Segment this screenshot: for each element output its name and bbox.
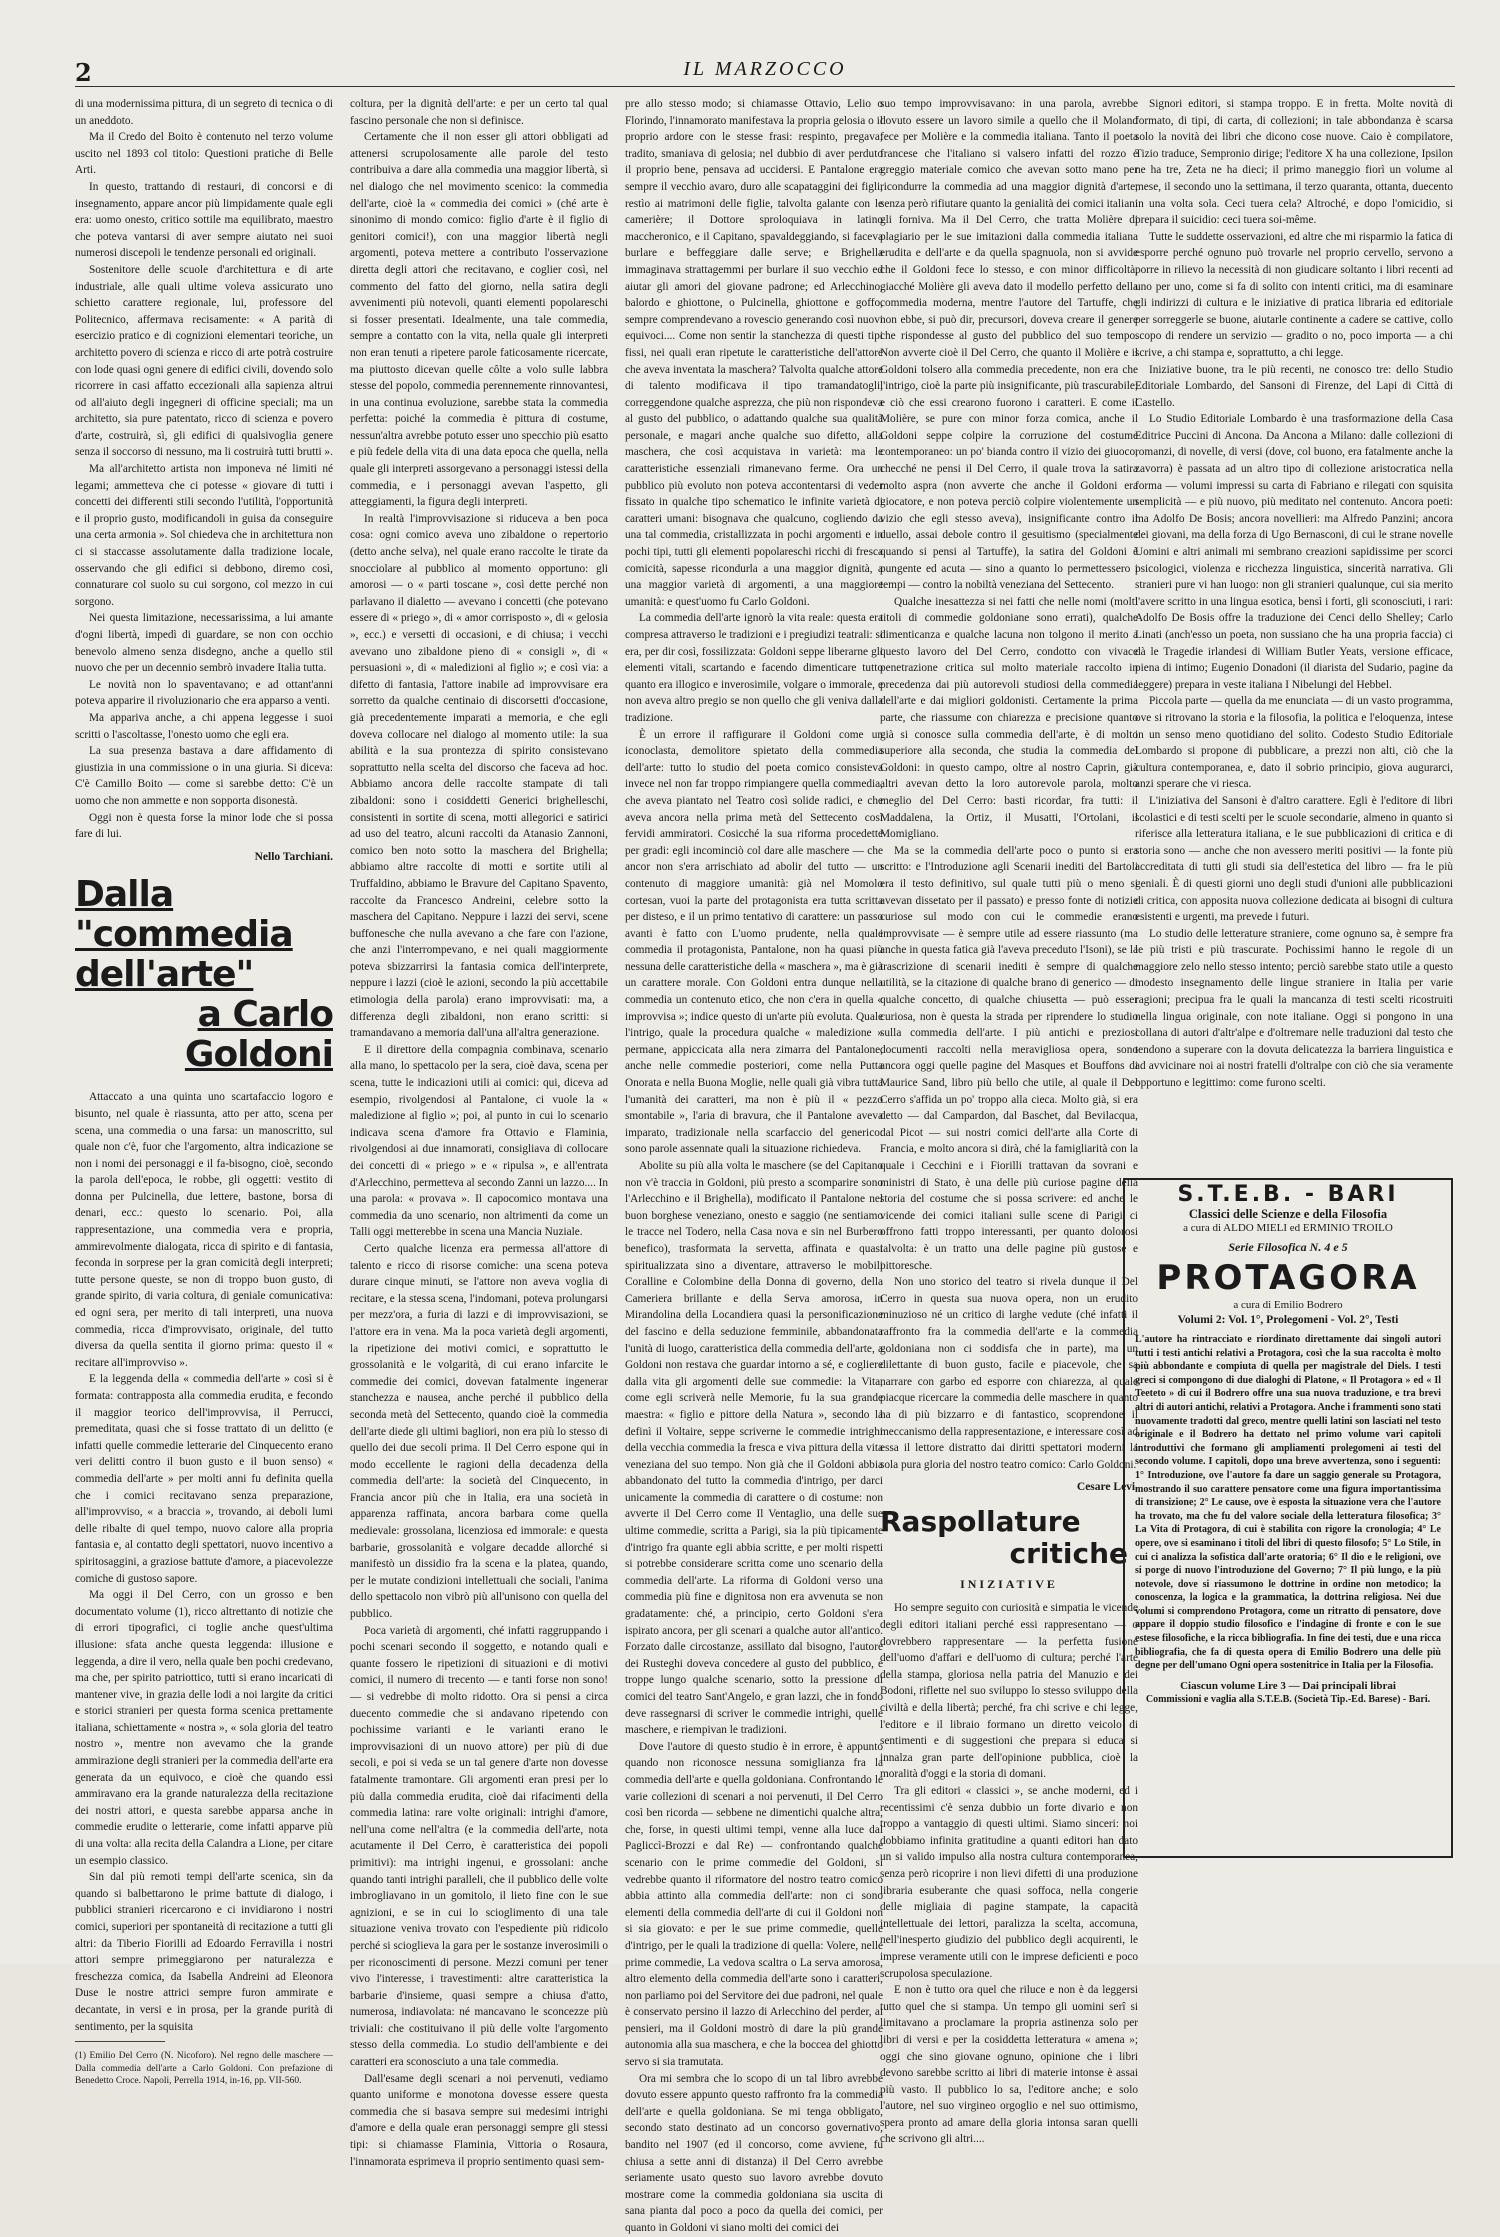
paragraph: E il direttore della compagnia combinava, scenario alla mano, lo spettacolo per la sera, cioè dava, scena per scena, tutte le indicazioni utili ai comici: qui, diceva ad esempio, rivolgendosi al Pantalone, ci vuole la « maledizione al figlio »; poi, al punto in cui lo scenario indicava scena d'amore fra Ottavio e Flaminia, rivolgendosi ai due innamorati, consigliava di collocare dei concetti di « priego » e « ripulsa », e all'entrata d'Arlecchino, permetteva al secondo Zanni un lazzo.... In una parola: « provava ». Il capocomico montava una commedia da uno scenario, non altrimenti da come un Talli oggi metterebbe in scena una Mancia Nuziale. xyxy=(350,1043,608,1239)
headline-line-2: a Carlo Goldoni xyxy=(184,994,333,1076)
ras-head-line-2: critiche xyxy=(1009,1536,1128,1570)
footnote: (1) Emilio Del Cerro (N. Nicoforo). Nel regno delle maschere — Dalla commedia dell'arte a Carlo Goldoni. Con prefazione di Benedetto Croce. Napoli, Perrella 1914, in-16, pp. VII-560. xyxy=(75,2051,333,2087)
author-signature: Cesare Levi. xyxy=(1076,1481,1138,1494)
paragraph: Dall'esame degli scenari a noi pervenuti, vediamo quanto uniforme e monotona dovesse essere questa commedia che si basava sempre sui medesimi intrighi d'amore e della quale eran personaggi sempre gli stessi tipi: si chiamasse Flaminia, Vittoria o Rosaura, l'innamorata esprimeva il proprio sentimento quasi sem- xyxy=(350,2072,608,2168)
paragraph: Ho sempre seguito con curiosità e simpatia le vicende degli editori italiani perché essi rappresentano — o dovrebbero rappresentare — la perfetta fusione dell'uomo d'affari e dell'uomo di cultura; perché l'arte della stampa, gloriosa nella patria del Manuzio e dei Bodoni, riflette nel suo sviluppo lo stesso sviluppo della civiltà e della libertà; perché, fra chi scrive e chi legge, l'editore e il libraio formano un diretto veicolo di sentimenti e di suggestioni che prepara si educa si innalza gran parte dell'opinione pubblica, cioè la moralità d'oggi e la storia di domani. xyxy=(880,1602,1138,1781)
page-number: 2 xyxy=(75,58,92,87)
paragraph: Poca varietà di argomenti, ché infatti raggruppando i pochi scenari secondo il soggetto, e notando quali e quante fossero le ripetizioni di situazioni e di motivi comici, il numero di trecento — e tanti forse non sono! — si vedrebbe di molto ridotto. Ora si pensi a circa duecento commedie che si andavano ripetendo con pochissime varianti e le varianti erano le improvvisazioni di un nuovo attore) per più di due secoli, e poi si veda se un tal genere d'arte non dovesse fatalmente tramontare. Gli argomenti eran presi per lo più dalla commedia erudita, cioè dai rifacimenti della commedia latina: rare volte originali: intrighi d'amore, nell'una come nell'altra (e la commedia dell'arte, nota acutamente il Del Cerro, è caratteristica dei popoli primitivi): ma intrighi ingenui, e grossolani: anche quando tanti intrighi paralleli, che il pubblico delle volte imbrogliavano in un gomitolo, il lieto fine con le sue agnizioni, e se in cui lo scioglimento di una tale situazione veniva trovato con l'espediente più ridicolo perché si scioglieva la gara per le sostanze inverosimili o per riconoscimenti di persone. Mezzi comuni per tener vivo l'interesse, i travestimenti: altre caratteristica la barbarie d'insieme, quasi sempre a chiusa d'atto, numerosa, indiavolata: né mancavano le sconcezze più triviali: che costituivano il più delle volte l'argomento stesso della commedia. Lo studio dell'ambiente e dei caratteri era sconosciuto a una tale commedia. xyxy=(350,1624,608,2069)
paragraph: La sua presenza bastava a dare affidamento di giustizia in una commissione o in una giuria. Si diceva: C'è Camillo Boito — come si sarebbe detto: C'è un uomo che non ammette e non sopporta disonestà. xyxy=(75,745,333,807)
paragraph: Abolite su più alla volta le maschere (se del Capitano non v'è traccia in Goldoni, più presto a scomparire sono l'Arlecchino e il Brighella), modificato il Pantalone nel buon borghese veneziano, onesto e saggio (ne sentiamo le tracce nel Todero, nella Casa nova e sin nel Burbero benefico), trasformata la servetta, affinata e quasi spiritualizzata sino a diventare, attraverso le mobili Coralline e Colombine della Donna di governo, della Cameriera brillante e della Serva amorosa, in Mirandolina della Locandiera quasi la personificazione del fascino e della seduzione femminile, abbandonata l'unità di luogo, caratteristica della commedia dell'arte, a Goldoni non restava che guardar intorno a sé, e cogliere dalla vita gli argomenti delle sue commedie: la Vita, come egli scriverà nelle Memorie, fu la sua grande maestra: « figlio e pittore della Natura », secondo la definì il Voltaire, seppe scriverne le commedie intrighi della vecchia commedia la fresca e viva pittura della vita veneziana del suo tempo. Non già che il Goldoni abbia abbandonato del tutto la commedia d'intrigo, per darci unicamente la commedia di carattere o di costume: non avverte il Del Cerro come Il Ventaglio, una delle sue ultime commedie, scritta a Parigi, sia la più tipicamente d'intrigo fra quante egli abbia scritte, e per molti rispetti si potrebbe considerare scritta come uno scenario della commedia dell'arte. La riforma di Goldoni verso una commedia più fine e dignitosa non era avvenuta se non gradatamente: ché, a principio, certo Goldoni s'era ispirato ancora, per gli scenari a qualche autor all'antico. Forzato dalle circostanze, assillato dal bisogno, l'autore dei Rusteghi doveva concedere al gusto del pubblico, e troppe lungo qualche scenario, sotto la pressione di comici del teatro Sant'Angelo, e gran lazzi, che in fondo deve rassegnarsi di scriver le commedie intrighi, quelle maschere, e riempivan le tradizioni. xyxy=(625,1160,883,1737)
ad-volumes: Volumi 2: Vol. 1°, Prolegomeni - Vol. 2°, Testi xyxy=(1177,1313,1399,1326)
paragraph: Attaccato a una quinta uno scartafaccio logoro e bisunto, nel quale è riassunta, atto per atto, scena per scena, una commedia o una farsa: un manoscritto, sul quale non c'è, fuor che l'argomento, altra indicazione se non i nomi dei personaggi e il fa-bisogno, cioè, secondo la parola dell'epoca, le robbe, gli oggetti: vestito di donna per Pulcinella, due lettere, bastone, borsa di denari, ecc.: questo lo scenario. Poi, alla rappresentazione, una commedia vera e propria, ammirevolmente dialogata, ricca di spirito e di fantasia, feconda in sorprese per la gran comicità degli interpreti; tutte persone queste, se non di troppo buon gusto, di grande spirito, di varia coltura, di geniale comunicativa: ed ogni sera, per merito di tali interpreti, una nuova commedia, ricca d'improvvisato, originale, del tutto diversa da quella sentita il giorno prima: questo il « recitare all'improvviso ». xyxy=(75,1091,333,1369)
paragraph: Certamente che il non esser gli attori obbligati ad attenersi scrupolosamente alle parole del testo contribuiva a dare alla commedia una maggior libertà, sì nel dialogo che nel movimento scenico: la commedia dell'arte, cioè la « commedia dei comici » (ché arte è sinonimo di mondo comico: figlio d'arte è il figlio di genitori comici!), con una maggior libertà negli argomenti, poteva mettere a contributo l'osservazione diretta degli attori che recitavano, e coglier così, nel commento del fatto del giorno, nella satira degli avvenimenti più notevoli, quanti elementi popolareschi si fosser presentati. Idealmente, una tale commedia, sempre a contatto con la vita, nella quale gli interpreti non eran tenuti a ripetere parole faticosamente ricercate, ma piuttosto dicevan quelle côlte a volo sulle labbra stesse del popolo, commedia perennemente rinnovantesi, in una continua evoluzione, sarebbe stata la commedia perfetta: poiché la commedia è pittura di costume, nessun'altra avrebbe potuto esser uno specchio più esatto e più fedele della vita di una data epoca che quella, nella quale gli interpreti assorgevano a personaggi istessi della commedia, e i personaggi avevan l'aspetto, gli atteggiamenti, la figura degli interpreti. xyxy=(350,131,608,509)
paragraph: Signori editori, si stampa troppo. E in fretta. Molte novità di formato, di tipi, di carta, di collezioni; in tale abbondanza è scarsa solo la novità dei libri che dicono cose nuove. Caio è compilatore, Tizio traduce, Sempronio dirige; l'editore X ha una collezione, Ipsilon ne ha tre, Zeta ne ha dieci; il primo maneggio fiorì un volume al mese, il secondo uno la settimana, il terzo quaranta, ottanta, duecento in una volta sola. Ceci tuera cela? Altroché, e dopo l'omicidio, si prepara il suicidio: ceci tuera soi-même. xyxy=(1135,98,1453,227)
ad-book-editor: a cura di Emilio Bodrero xyxy=(1233,1299,1343,1311)
paragraph: Sostenitore delle scuole d'architettura e di arte industriale, alle quali ultime voleva assicurato uno schietto carattere regionale, lui, professore del Politecnico, affermava recisamente: « A parità di esercizio pratico e di cognizioni elementari teoriche, un architetto povero di scienza e ricco di arte potrà costruire con lode quasi ogni genere di edifici civili, dovendo solo ricorrere in casi affatto eccezionali alla sapienza altrui od all'aiuto degli ingegneri di officine speciali; ma un architetto, sia pure patentato, ricco di scienza e povero d'arte, costruirà, sì, gli edifici di qualsivoglia genere senza il soccorso di nessuno, ma li costruirà tutti brutti ». xyxy=(75,263,333,459)
paragraph: coltura, per la dignità dell'arte: e per un certo tal qual fascino personale che non si definisce. xyxy=(350,98,608,127)
boito-article-text xyxy=(75,96,333,843)
commedia-article-end xyxy=(880,96,1138,1473)
ad-collection: Classici delle Scienze e della Filosofia xyxy=(1188,1206,1388,1221)
paragraph: Sin dal più remoti tempi dell'arte scenica, sin da quando si balbettarono le prime battute di dialogo, i pubblici stranieri ricercarono e ci invidiarono i nostri comici, superiori per spontaneità di recitazione a tutti gli altri: da Tiberio Fiorilli ad Edoardo Ferravilla i nostri attori sempre primeggiarono per naturalezza e freschezza comica, da Isabella Andreini ad Eleonora Duse le nostre attrici sempre furon ammirate e decantate, in versi e in prosa, per la grande purità di sentimento, per la squisita xyxy=(75,1871,333,2033)
paragraph: In questo, trattando di restauri, di concorsi e di insegnamento, appare ancor più limpidamente quale egli era: uomo onesto, critico sottile ma equilibrato, maestro che poteva vantarsi di aver sempre aiutato nei suoi numerosi discepoli le tendenze personali ed originali. xyxy=(75,180,333,260)
raspollature-continued xyxy=(1135,96,1453,1092)
paragraph: Qualche inesattezza si nei fatti che nelle nomi (molti titoli di commedie goldoniane sono errati), qualche dimenticanza e qualche lacuna non tolgono il merito a questo lavoro del Del Cerro, condotto con vivace penetrazione critica sul molto materiale raccolto in precedenza dai più autorevoli studiosi della commedia dell'arte e dai migliori goldonisti. Certamente la prima parte, che riassume con chiarezza e precisione quanto già si conosce sulla commedia dell'arte, è di molto superiore alla seconda, che studia la commedia del Goldoni: in questo campo, oltre al nostro Caprin, già altri avevan detto la loro autorevole parola, molto meglio del Del Cerro: basti ricordar, fra tutti: il Maddalena, la Ortiz, il Musatti, l'Ortolani, il Momigliano. xyxy=(880,595,1138,841)
iniziative-subhead: INIZIATIVE xyxy=(960,1576,1058,1591)
ad-series: Serie Filosofica N. 4 e 5 xyxy=(1228,1239,1348,1254)
steb-advertisement xyxy=(1123,1178,1453,1858)
ad-editors: a cura di ALDO MIELI ed ERMINIO TROILO xyxy=(1183,1222,1393,1234)
paragraph: E non è tutto ora quel che riluce e non è da leggersi tutto quel che si stampa. Un tempo gli uomini serî si limitavano a proclamare la propria astinenza solo per libri di versi e per la cosiddetta letteratura « amena »; oggi che sino giovane ognuno, opinione che i libri devono sarebbe scritto ai libri di materie intonse è assai più vasto. Il pubblico lo sa, l'editore anche; e solo l'autore, nel suo virgineo orgoglio e nel suo ottimismo, spera pronto ad amare della gloria intonsa saran quelli che scrivono gli altri.... xyxy=(880,1984,1138,2146)
column-3 xyxy=(625,96,883,2234)
paragraph: Ma all'architetto artista non imponeva né limiti né legami; ammetteva che ci potesse « giovare di tutti i concetti dei differenti stili secondo l'utilità, l'opportunità e il proprio gusto, modificandoli in guisa da conseguire una certa armonia ». Sol chiedeva che in architettura non ci si staccasse assolutamente dalla tradizione locale, osservando che gli edifici si debbono, diremo così, connaturare col suolo su cui sorgono, col mezzo in cui sorgono. xyxy=(75,463,333,608)
headline-line-1: Dalla "commedia dell'arte" xyxy=(75,874,293,996)
paragraph: pre allo stesso modo; si chiamasse Ottavio, Lelio o Florindo, l'innamorato manifestava la propria gelosia o il proprio ardore con le stesse frasi: respinto, pregava; tradito, smaniava di gelosia; nel dubbio di aver perduto il proprio bene, pensava ad uccidersi. E Pantalone era sempre il vecchio avaro, duro alle scapataggini dei figli, restìo ai matrimoni delle figlie, talvolta galante con le camerière; il Dottore sproloquiava in latino maccheronico, e il Capitano, spavaldeggiando, si faceva burlare e beffeggiare dalle serve; e Brighella immaginava strattagemmi per burlare il suo vecchio ed aiutar gli amori del giovane padrone; ed Arlecchino, balordo e ghiottone, o Pulcinella, ghiottone e goffo, sempre comprendevano a rovescio generando così nuovi equivoci.... Come non sentir la stanchezza di questi tipi fissi, nei quali eran ripetute le caratteristiche dell'attore che aveva inventata la maschera? Talvolta qualche attore di talento modificava il tipo tramandatogli, correggendone qualche asprezza, che più non rispondeva al gusto del pubblico, o adattando qualche sua qualità personale, e magari anche qualche suo difetto, alla maschera, che così acquistava in varietà: ma le caratteristiche essenziali rimanevano ferme. Ora un pubblico più evoluto non poteva accontentarsi di veder fissato in qualche tipo schematico le infinite varietà di caratteri umani: bisognava che qualcuno, cogliendo da una tal commedia, cristallizzata in pochi argomenti e in pochi tipi, tutti gli elementi popolareschi ricchi di fresca comicità, sapesse ricondurla a una maggior dignità, a una maggior varietà di argomenti, a una maggiore umanità: e quest'uomo fu Carlo Goldoni. xyxy=(625,98,883,608)
paragraph: suo tempo improvvisavano: in una parola, avrebbe dovuto essere un lavoro simile a quello che il Moland fece per Molière e la commedia italiana. Tanto il poeta francese che l'italiano si valsero infatti del rozzo e greggio materiale comico che avevan sotto mano per ricondurre la commedia ad una maggior dignità d'arte, senza però rifiutare quanto la genialità dei comici italiani gli forniva. Ma il Del Cerro, che tratta Molière di plagiario per le sue imitazioni dalla commedia italiana erudita e dell'arte e da quella spagnuola, non si avvide che il Goldoni fece lo stesso, e con minor difficoltà, giacché Molière gli aveva dato il modello perfetto della commedia moderna, mentre l'autore del Tartuffe, che non ebbe, si può dir, precursori, doveva creare il genere che rispondesse al gusto del pubblico del suo tempo. Non avverte cioè il Del Cerro, che quanto il Molière e il Goldoni tolsero alla commedia precedente, non era che l'intrigo, cioè la parte più insignificante, più trascurabile; e ciò che essi crearono fuorono i caratteri. E come il Molière, se pure con minor forza comica, anche il Goldoni seppe colpire la corruzione del costume contemporaneo: un po' bianda contro il vizio dei giuoco, checché ne pensi il Del Cerro, il quale trova la satira molto aspra (non avverte che anche il Goldoni era giocatore, e non poteva perciò colpire violentemente un vizio che egli stesso aveva), insignificante contro il duello, assai debole contro il gesuitismo (specialmente quando si pensi al Tartuffe), la satira del Goldoni è pungente ed acuta — sino a quanto lo permettessero i tempi — contro la nobiltà veneziana del Settecento. xyxy=(880,98,1138,592)
raspollature-text xyxy=(880,1600,1138,2148)
paragraph: Nei questa limitazione, necessarissima, a lui amante d'ogni libertà, impedì di guardare, se non con occhio benevolo almeno senza disdegno, anche a quello stil nuovo che per un decennio sembrò invadere Italia tutta. xyxy=(75,612,333,675)
paragraph: Certo qualche licenza era permessa all'attore di talento e ricco di risorse comiche: una scena poteva durare cinque minuti, se l'attore non aveva voglia di recitare, e la stessa scena, l'indomani, poteva prolungarsi per mezz'ora, a furia di lazzi e di improvvisazioni, se l'attore era in vena. Ma la poca varietà degli argomenti, la ripetizione dei motivi comici, e soprattutto le grossolanità e le volgarità, di cui erano infarcite le commedie dei comici, dovevan fatalmente ingenerar stanchezza e nausea, anche perché il pubblico della seconda metà del Settecento, quando cioè la commedia dell'arte diede gli ultimi bagliori, non era più lo stesso di quello dei due secoli prima. Il Del Cerro espone qui in modo eccellente le ragioni della decadenza della commedia dell'arte: la società del Cinquecento, in Francia ancor più che in Italia, era una società in apparenza raffinata, ancora barbara come quella medievale: grossolana, licenziosa ed immorale: e questa barbarie, grossolanità e volgare decadde allorché si manifestò un dissidio fra la scena e la platea, quando, per le mutate condizioni intellettuali che sociali, l'anima dello spettacolo non vibrò più all'unisono con quella del pubblico. xyxy=(350,1242,608,1621)
paragraph: Ora mi sembra che lo scopo di un tal libro avrebbe dovuto essere appunto questo raffronto fra la commedia dell'arte e quella goldoniana. Se mi tenga obbligato, secondo stato destinato ad un concorso governativo, bandito nel 1907 (ed il concorso, come avviene, fu chiusa a sette anni di distanza) il Del Cerro avrebbe seriamente usato questo suo lavoro avrebbe dovuto mostrare come la commedia goldoniana sia uscita di sana pianta dal poco a poco da quella dei comici, per quanto in Goldoni vi siano molti dei comici dei xyxy=(625,2072,883,2234)
page-header xyxy=(75,56,1455,86)
footnote-rule xyxy=(75,2041,165,2042)
paragraph: Tra gli editori « classici », se anche moderni, ed i recentissimi c'è senza dubbio un forte divario e non troppo a vantaggio di questi ultimi. Siamo sinceri: noi dobbiamo infinita gratitudine a quanti editori han dato un si valido impulso alla nostra cultura contemporanea, senza però ricoprire i non lievi difetti di una produzione libraria esuberante che quasi soffoca, nella congerie delle migliaia di pagine stampate, la capacità intellettuale dei lettori, paralizza la scelta, accomuna, nell'inesperto giudizio del pubblico degli acquirenti, le imprese veramente utili con le imprese deficienti e poco scrupolosa speculazione. xyxy=(880,1785,1138,1980)
ras-head-line-1: Raspollature xyxy=(880,1504,1081,1538)
column-5 xyxy=(1135,96,1453,1174)
ad-price: Ciascun volume Lire 3 — Dai principali librai xyxy=(1180,1679,1396,1692)
author-signature: Nello Tarchiani. xyxy=(254,850,333,863)
paragraph: Ma il Credo del Boito è contenuto nel terzo volume uscito nel 1893 col titolo: Questioni pratiche di Belle Arti. xyxy=(75,131,333,177)
commedia-article-text xyxy=(75,1089,333,2035)
column-4 xyxy=(880,96,1138,2146)
paragraph: In realtà l'improvvisazione si riduceva a ben poca cosa: ogni comico aveva uno zibaldone o repertorio (detto anche selva), nel quale erano raccolte le tirate da snocciolare al pubblico al momento opportuno: gli amorosi — o « parti toscane », così dette perché non parlavano il dialetto — avevano i concetti (che potevano essere di « priego », di « amor corrisposto », di « gelosia », ecc.) e versetti di occasioni, e di chiusa; i vecchi avevano uno zibaldone pieno di « consigli », di « persuasioni », di « maledizioni al figlio »; e così via: a difetto di fantasia, l'attore inabile ad improvvisare era sorretto da qualche centinaio di discorsetti d'occasione, già precedentemente imparati a memoria, e che egli doveva collocare nel dialogo al momento utile: la sua abilità e la sua prontezza di spirito consistevano soprattutto nella scelta del discorso che faceva ad hoc. Abbiamo ancora delle raccolte stampate di tali zibaldoni: sono i cosiddetti Generici brighelleschi, consistenti in sortite di scena, motti allegorici e satirici ad uso del teatro, alcuni raccolti da Atanasio Zannoni, comico ben noto sotto la maschera del Brighella; abbiamo altre raccolte di motti e sortite utili al Truffaldino, abbiamo le Bravure del Capitano Spavento, raccolte da Francesco Andreini, celebre sotto la maschera del Capitano. Neppure i lazzi dei servi, scene buffonesche che nulla avevano a che fare con l'azione, che anzi l'interrompevano, e nei quali maggiormente poteva sbizzarrirsi la fantasia comica dell'interprete, neppure i lazzi (cioè le azioni, secondo la più accettabile etimologia della parola) erano improvvisati: ma, a differenza degli zibaldoni, non erano scritti: si tramandavano a memoria dall'una all'altra generazione. xyxy=(350,512,608,1040)
ad-publisher: S.T.E.B. - BARI xyxy=(1177,1182,1399,1207)
column-2 xyxy=(350,96,608,2168)
ad-description: L'autore ha rintracciato e riordinato direttamente dai singoli autori tutti i testi antichi relativi a Protagora, così che la sua raccolta è molto più abbondante e compiuta di quella per magistrale del Diels. I testi greci si compongono di due dialoghi di Platone, « Il Protagora » ed « Il Teeteto » di cui il Bodrero offre una sua nuova traduzione, e tra brevi altri di autori antichi, relativi a Protagora. Anche i frammenti sono stati nuovamente tradotti dal greco, mentre quelli latini son lasciati nel testo originale e il Bodrero ha dettato nel primo volume vari capitoli introduttivi che formano gli ampliamenti prolegomeni ai testi del secondo volume. I capitoli, dopo una breve avvertenza, sono i seguenti: 1° Introduzione, ove l'autore fa dare un saggio generale su Protagora, mostrando il suo carattere pensatore come una figura importantissima di transizione; 2° Le cause, ove è esposta la situazione vera che l'autore ha trovato, ma che fu del valore sociale della letteratura filosofica; 3° La Vita di Protagora, di cui è stabilita con rigore la cronologia; 4° Le opere, ove si esaminano i titoli del libri di questo filosofo; 5° Lo Stile, in cui ci analizza la sofistica dall'arte oratoria; 6° Il dio e le religioni, ove si porge di nuovo l'introduzione del Governo; 7° Il più lungo, e la più notevole, dove si riassumono le dottrine in ordine non metodico; la conoscenza, la logica e la grammatica, la dottrina religiosa. Nei due volumi si comprendono Protagora, come un ritratto di pensatore, dove appare il doppio studio filosofico e l'indagine di fronte e con le sue estese filosofiche, e la ricca bibliografia. In fine dei testi, due e una ricca bibliografia, che fa di questa opera di Emilio Bodrero una delle più degne per dell'umano Ogni opera sostenitrice in Italia per la Filosofia. xyxy=(1135,1334,1441,1672)
paragraph: Dove l'autore di questo studio è in errore, è appunto quando non riconosce nessuna somiglianza fra la commedia dell'arte e quella goldoniana. Confrontando le varie collezioni di scenari a noi pervenuti, il Del Cerro così ben ricorda — sebbene ne dimentichi qualche altra, che, forse, in questi ultimi tempi, venne alla luce dal Pagliccì-Brozzi e dal Re) — confrontando qualche scenario con le prime commedie del Goldoni, si vedrebbe quanto il riformatore del nostro teatro comico abbia attinto alla commedia dell'arte: non ci sono elementi della commedia dell'arte di cui il Goldoni non si sia giovato: e per le sue prime commedie, quelle d'intrigo, per le quali la tradizione di quella: Volere, nelle prime commedie, La vedova scaltra o La serva amorosa, altro elemento della commedia dell'arte sono i caratteri, non parliamo poi del Servitore dei due padroni, nel quale è conservato persino il lazzo di Arlecchino del perder, ai pensieri, ma il Goldoni mostrò di dare la più grande autonomia alla sua maschera, e che la boccea del ghiotto servo si sia tramutata. xyxy=(625,1740,883,2069)
article-headline xyxy=(75,875,333,1075)
paragraph: Iniziative buone, tra le più recenti, ne conosco tre: dello Studio Editoriale Lombardo, del Sansoni di Firenze, del Lapi di Città di Castello. xyxy=(1135,363,1453,409)
paragraph: Oggi non è questa forse la minor lode che si possa fare di lui. xyxy=(75,811,333,841)
paragraph: di una modernissima pittura, di un segreto di tecnica o di un aneddoto. xyxy=(75,98,333,127)
ad-order-info: Commissioni e vaglia alla S.T.E.B. (Società Tip.-Ed. Barese) - Bari. xyxy=(1145,1694,1431,1706)
paragraph: Piccola parte — quella da me enunciata — di un vasto programma, ove si ritrovano la storia e la filosofia, la politica e l'eloquenza, intese in un senso meno quotidiano del solito. Codesto Studio Editoriale Lombardo si propone di pubblicare, a prezzi non alti, ciò che la cultura contemporanea, e, dato il sobrio principio, giova augurarci, anzi sperare che vi riesca. xyxy=(1135,695,1453,791)
paragraph: Tutte le suddette osservazioni, ed altre che mi risparmio la fatica di esporre perché ognuno può trovarle nel proprio cervello, servono a porre in rilievo la necessità di non giudicare soltanto i libri recenti ad uno per uno, come si fa di solito con intenti critici, ma di esaminare gli indirizzi di cultura e le iniziative di pratica libraria ed editoriale per sorreggerle se buone, aiutarle continente a cadere se cattive, collo scopo di rendere un servizio — gradito o no, poco importa — a chi scrive, a chi stampa e, soprattutto, a chi legge. xyxy=(1135,230,1453,359)
paragraph: Lo studio delle letterature straniere, come ognuno sa, è sempre fra le più tristi e più trascurate. Pochissimi hanno le regole di un maggiore zelo nello stesso intento; perciò sarebbe stato utile a questo modesto insegnamento delle lingue straniere in Italia per varie ragioni; precipua fra le quali la mancanza di testi scelti ricostruiti nella lingua originale, con note italiane. Oggi si pongono in una collana di autori d'altr'alpe e d'oltremare nelle traduzioni dal testo che tendono a superare con la dovuta delicatezza la barriera linguistica e ad avvicinare noi ai nostri fratelli d'oltralpe con ciò che sia veramente opportuno e legittimo: come furono scelti. xyxy=(1135,927,1453,1090)
ad-book-title: PROTAGORA xyxy=(1156,1258,1420,1298)
commedia-article-continued-2 xyxy=(625,96,883,2237)
header-rule xyxy=(75,86,1455,87)
raspollature-headline xyxy=(880,1506,1138,1570)
paragraph: Le novità non lo spaventavano; e ad ottant'anni poteva apparire il rivoluzionario che era apparso a venti. xyxy=(75,678,333,708)
paragraph: È un errore il raffigurare il Goldoni come un iconoclasta, demolitore spietato della commedia dell'arte: tutto lo studio del poeta comico consisteva invece nel non far troppo rimpiangere quella commedia, che aveva piantato nel Teatro così solide radici, e che aveva ancora nella prima metà del Settecento così fervidi ammiratori. Cosicché la sua riforma procedette per gradi: egli incominciò col dare alle maschere — che ancor non s'era arrischiato ad abolir del tutto — un contenuto di maggiore umanità: già nel Momolo cortesan, vuoi la parte del protagonista era tutta scritta per disteso, e il un primo tentativo di carattere: un passo avanti è fatto con L'uomo prudente, nella quale commedia il protagonista, Pantalone, non ha quasi più nessuna delle caratteristiche della « maschera », ma è già un carattere morale. Con Goldoni entra dunque nella commedia un contenuto etico, che non c'era in quella « improvvisa »; indice questo di un'arte più evoluta. Quale l'intrigo, quale la procedura qualche « maledizione » permane, appiccicata alla nera zimarra del Pantalone, anche nelle commedie posteriori, come nella Putta Onorata e nella Buona Moglie, nelle quali già vibra tutta l'umanità dei caratteri, ma non è più il « pezzo smontabile », l'aria di bravura, che il Pantalone aveva imparato, tradizionale nella scarfaccio del generico: sono parole assennate quali la situazione richiedeva. xyxy=(625,728,883,1156)
paragraph: La commedia dell'arte ignorò la vita reale: questa era compresa attraverso le tradizioni e i pregiudizi teatrali: si era, per dir così, fossilizzata: Goldoni seppe liberarne gli elementi vitali, scartando e facendo dimenticare tutto quanto era illogico e inverosimile, volgare o immorale, e non aveva altro pregio se non quello che gli veniva dalla tradizione. xyxy=(625,612,883,724)
paragraph: Ma appariva anche, a chi appena leggesse i suoi scritti o l'ascoltasse, l'onesto uomo che egli era. xyxy=(75,711,333,741)
paragraph: Ma se la commedia dell'arte poco o punto si era scritto: e l'Introduzione agli Scenarii inediti del Bartoli era il testo definitivo, sul quale tutti più o meno si avevan dissetato per il passato) e presso fonte di notizie curiose sul modo con cui le commedie erano improvvisate — è sempre utile ad essere riassunto (ma anche in questa fatica già l'aveva preceduto l'Isoni), se la trascrizione di scenarii inediti è sempre di qualche utilità, se la citazione di qualche brano di generico — di qualche concetto, di qualche chiusetta — può esser curiosa, non è questa la strada per riprendere lo studio sulla commedia dell'arte. I più antichi e preziosi documenti raccolti nella meravigliosa opera, sono ancora oggi quelle pagine del Masques et Bouffons di Maurice Sand, libro più bello che utile, al quale il Del Cerro s'affida un po' troppo alla cieca. Molto già, si era detto — dal Campardon, dal Baschet, dal Bevilacqua, dal Picot — sui nostri comici dell'arte alla Corte di Francia, e molto ancora si dirà, ché la famigliarità con la quale i Cecchini e i Fiorilli trattavan da sovrani e ministri di Stato, è una delle più curiose pagine della storia del costume che si possa scrivere: ed anche le vicende dei comici italiani sulle scene di Parigi ci offrono fatti troppo interessanti, per quanto dolorosi talvolta: è un tratto una delle pagine più gustose e pittoresche. xyxy=(880,844,1138,1272)
column-1 xyxy=(75,96,333,2087)
masthead-title: IL MARZOCCO xyxy=(683,58,847,80)
paragraph: Lo Studio Editoriale Lombardo è una trasformazione della Casa Editrice Puccini di Ancona. Da Ancona a Milano: dalle collezioni di romanzi, di novelle, di versi (dove, col buono, era fatalmente anche la zavorra) è passata ad un altro tipo di collezione aristocratica nella forma — volumi impressi su carta di Fabriano e rilegati con squisita semplicità — e più nuovo, più meditato nel contenuto. Ancora poeti: ma Adolfo De Bosis; ancora novellieri: ma Alfredo Panzini; ancora dei giovani, ma della forza di Ugo Bernasconi, di cui le strane novelle Uomini e altri animali mi sembrano creazioni sapidissime per scorci psicologici, violenza e ricchezza linguistica, sincerità narrativa. Gli stranieri pure vi han luogo: non gli stranieri qualunque, cui sia merito l'avere scritto in una lingua esotica, bensì i forti, gli sconosciuti, i rari: Adolfo De Bosis offre la traduzione dei Cenci dello Shelley; Carlo Linati (anch'esso un poeta, non sussiano che ha una propria faccia) ci dà le Tragedie irlandesi di William Butler Yeats, versione efficace, piena di intimo; Eugenio Donadoni (il diarista del Sudario, pagine da leggere) prepara in veste italiana I Nibelungi del Hebbel. xyxy=(1135,413,1453,691)
paragraph: Ma oggi il Del Cerro, con un grosso e ben documentato volume (1), ricco altrettanto di notizie che di errori tipografici, ci toglie anche quest'ultima illusione: sfata anche questa leggenda: illusione e leggenda, a dire il vero, nella quale ben pochi credevano, ma che, per spirito patriottico, tutti si erano incaricati di mantener vive, in grazia delle lodi a noi largite da critici e storici stranieri per questa forma scenica prettamente italiana, schiettamente « nostra », « sola gloria del teatro nostro », mentre non avevamo che la grande ammirazione degli stranieri per la commedia dell'arte era generata da un equivoco, e cioè che quando essi ammiravano era la grande naturalezza della recitazione dei nostri attori, e questa sarebbe apparsa anche in commedie erudite o letterarie, come infatti apparve più di una volta: alla recita della Calandra a Lione, per citare un esempio classico. xyxy=(75,1589,333,1867)
commedia-article-continued xyxy=(350,96,608,2170)
paragraph: E la leggenda della « commedia dell'arte » così si è formata: contrapposta alla commedia erudita, e fecondo il maggior teorico dell'improvvisa, il Perrucci, premeditata, quasi che si fosse trattato di un delitto (e infatti quelle commedie letterarie del Cinquecento erano veri delitti contro il buon gusto e il buon senso) « commedia dell'arte » per molti anni fu definita quella che i comici recitavano senza preparazione, all'improvviso, « a braccia », trovando, ai deboli lumi delle ribalte di quel tempo, nuovo calore alla propria fantasia e, al contatto degli spettatori, nuovo incentivo a spiritosaggini, a graziose battute d'amore, a piacevolezze comiche di gustoso sapore. xyxy=(75,1373,333,1585)
paragraph: Non uno storico del teatro si rivela dunque il Del Cerro in questa sua nuova opera, non un erudito minuzioso né un critico di larghe vedute (ché infatti il raffronto fra la commedia dell'arte e la commedia goldoniana non ci soddisfa che in parte), ma un dilettante di buon gusto, facile e piacevole, che sa narrare con garbo ed esporre con chiarezza, al quale piacque ricercare la commedia delle maschere in quanto ha di più bizzarro e di fantastico, scoprendone il meccanismo della rappresentazione, e interessare così ad essa il lettore distratto dai diritti spettatori moderni la sola pura gloria del nostro teatro comico: Carlo Goldoni. xyxy=(880,1276,1138,1471)
paragraph: L'iniziativa del Sansoni è d'altro carattere. Egli è l'editore di libri scolastici e di testi scelti per le scuole secondarie, almeno in quanto si riferisce alla letteratura italiana, e le sue pubblicazioni di critica e di storia sono — anche che non avessero meriti positivi — la fonte più accreditata di tutti gli studi sia dell'estetica del libro — fra le più geniali. È di questi giorni uno degli studi d'unioni alle pubblicazioni di critica, con apposita nuova collezione dedicata ai bisogni di cultura esistenti e urgenti, ma prevede i futuri. xyxy=(1135,794,1453,924)
